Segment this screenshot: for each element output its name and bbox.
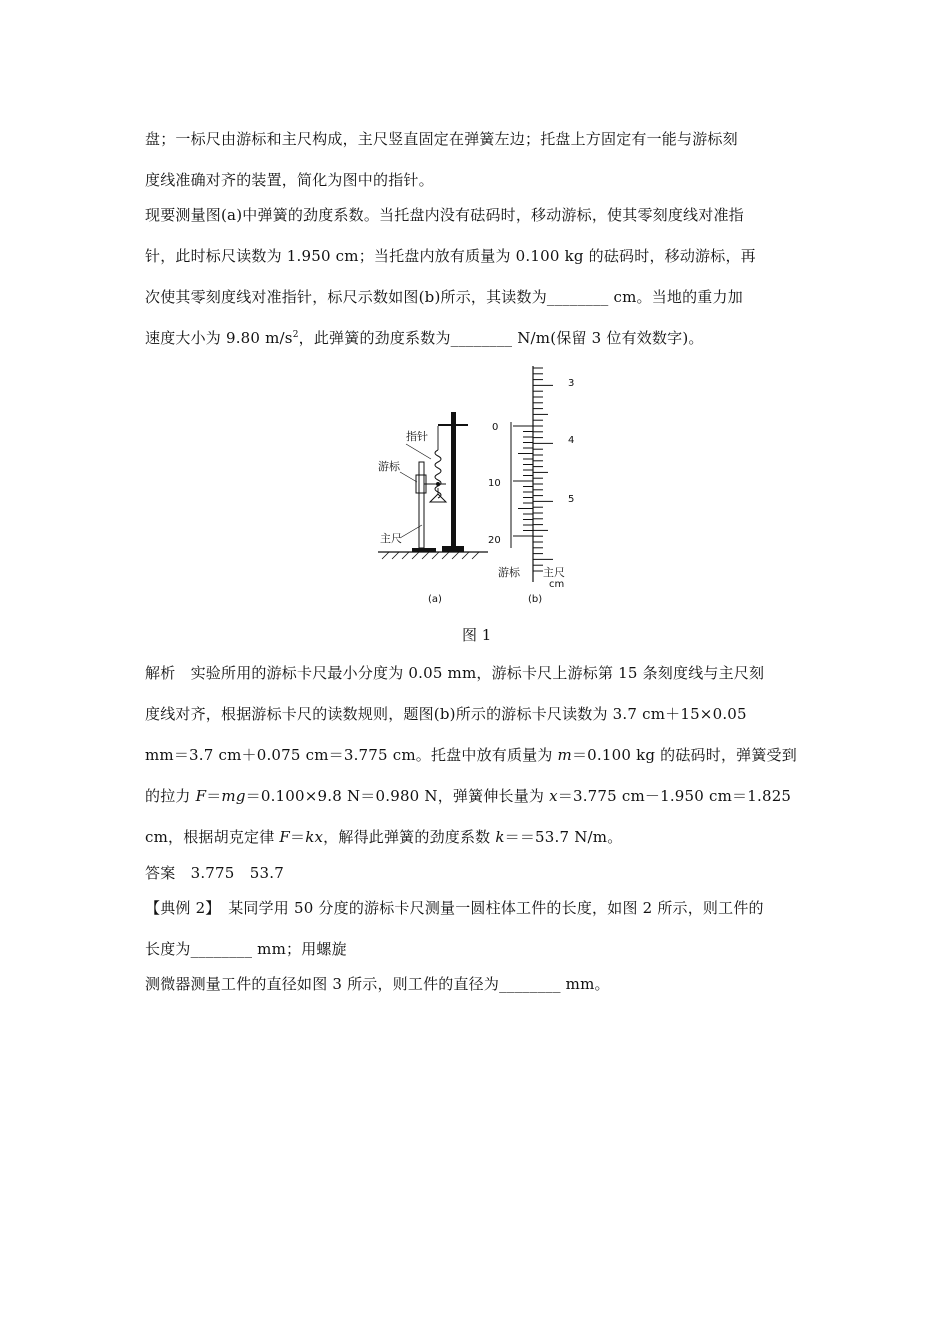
- example-line: 测微器测量工件的直径如图 3 所示，则工件的直径为________ mm。: [145, 975, 610, 993]
- label-main-ruler-b: 主尺: [543, 566, 565, 579]
- main-number-5: 5: [568, 494, 575, 505]
- main-scale-ticks: [533, 368, 553, 571]
- label-pointer: 指针: [406, 430, 428, 443]
- analysis-line: [145, 785, 791, 806]
- caption-b: (b): [528, 594, 543, 605]
- vernier-number-0: 0: [492, 422, 499, 433]
- text-run: ＝: [206, 787, 222, 805]
- text-run: 速度大小为 9.80 m/s: [145, 329, 293, 347]
- variable-F: F: [279, 828, 291, 846]
- variable-k: k: [495, 828, 505, 846]
- figure-1: [378, 362, 594, 608]
- paragraph-line: [145, 327, 704, 348]
- text-run: ＝＝53.7 N/m。: [504, 828, 623, 846]
- vernier-number-10: 10: [488, 478, 501, 489]
- text-run: ＝0.100×9.8 N＝0.980 N，弹簧伸长量为: [245, 787, 550, 805]
- text-run: ，此弹簧的劲度系数为________ N/m(保留 3 位有效数字)。: [298, 329, 704, 347]
- answer-line: 答案 3.775 53.7: [145, 864, 284, 882]
- analysis-line: 度线对齐，根据游标卡尺的读数规则，题图(b)所示的游标卡尺读数为 3.7 cm＋15×0.05: [145, 705, 747, 723]
- text-run: 的拉力: [145, 787, 196, 805]
- analysis-line: 解析 实验所用的游标卡尺最小分度为 0.05 mm，游标卡尺上游标第 15 条刻度线与主尺刻: [145, 664, 765, 682]
- main-number-3: 3: [568, 378, 575, 389]
- variable-m: m: [557, 746, 572, 764]
- analysis-line: [145, 826, 622, 847]
- figure-caption: 图 1: [462, 626, 492, 644]
- variable-x: x: [549, 787, 558, 805]
- example-line: 【典例 2】 某同学用 50 分度的游标卡尺测量一圆柱体工件的长度，如图 2 所示，则工件的: [145, 899, 764, 917]
- variable-F: F: [195, 787, 207, 805]
- paragraph-line: 盘；一标尺由游标和主尺构成，主尺竖直固定在弹簧左边；托盘上方固定有一能与游标刻: [145, 130, 738, 148]
- paragraph-line: 现要测量图(a)中弹簧的劲度系数。当托盘内没有砝码时，移动游标，使其零刻度线对准指: [145, 206, 744, 224]
- text-run: cm，根据胡克定律: [145, 828, 280, 846]
- superscript: 2: [292, 330, 299, 340]
- text-run: ，解得此弹簧的劲度系数: [323, 828, 496, 846]
- paragraph-line: 针，此时标尺读数为 1.950 cm；当托盘内放有质量为 0.100 kg 的砝码时，移动游标，再: [145, 247, 756, 265]
- example-line: 长度为________ mm；用螺旋: [145, 940, 347, 958]
- variable-mg: mg: [221, 787, 246, 805]
- label-main-ruler-a: 主尺: [380, 532, 402, 545]
- vernier-number-20: 20: [488, 535, 501, 546]
- label-vernier-b: 游标: [498, 566, 520, 579]
- caption-a: (a): [428, 594, 442, 605]
- label-vernier-a: 游标: [378, 460, 400, 473]
- paragraph-line: 度线准确对齐的装置，简化为图中的指针。: [145, 171, 434, 189]
- text-run: ＝: [290, 828, 306, 846]
- variable-kx: kx: [305, 828, 324, 846]
- label-unit-cm: cm: [549, 579, 565, 590]
- analysis-line: [145, 744, 797, 765]
- vernier-scale-ticks: [513, 426, 533, 536]
- text-run: ＝0.100 kg 的砝码时，弹簧受到: [571, 746, 797, 764]
- text-run: mm＝3.7 cm＋0.075 cm＝3.775 cm。托盘中放有质量为: [145, 746, 558, 764]
- text-run: ＝3.775 cm－1.950 cm＝1.825: [557, 787, 792, 805]
- paragraph-line: 次使其零刻度线对准指针，标尺示数如图(b)所示，其读数为________ cm。当地的重力加: [145, 288, 743, 306]
- main-number-4: 4: [568, 435, 575, 446]
